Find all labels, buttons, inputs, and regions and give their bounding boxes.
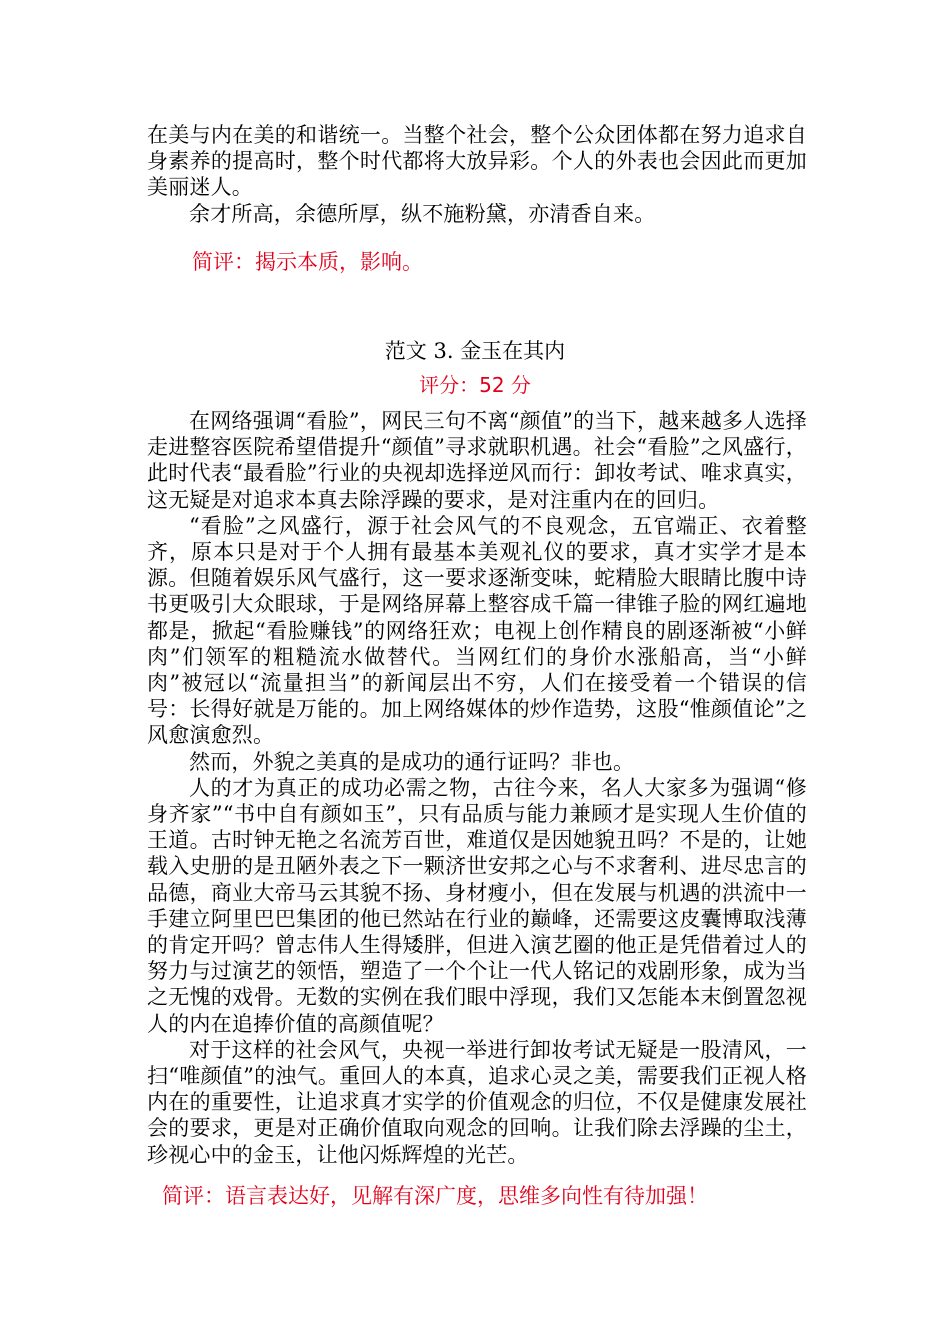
- essay-paragraph-2: “看脸”之风盛行，源于社会风气的不良观念，五官端正、衣着整齐，原本只是对于个人拥有最基本美观礼仪的要求，真才实学才是本源。但随着娱乐风气盛行，这一要求逐渐变味，蛇精脸大眼睛比腹中诗书更吸引大众眼球，于是网络屏幕上整容成千篇一律锥子脸的网红遍地都是，掀起“看脸赚钱”的网络狂欢；电视上创作精良的剧逐渐被“小鲜肉”们领军的粗糙流水做替代。当网红们的身价水涨船高，当“小鲜肉”被冠以“流量担当”的新闻层出不穷，人们在接受着一个错误的信号：长得好就是万能的。加上网络媒体的炒作造势，这股“惟颜值论”之风愈演愈烈。: [147, 513, 807, 748]
- closing-line: 余才所高，余德所厚，纵不施粉黛，亦清香自来。: [189, 201, 656, 226]
- essay-title: 范文 3. 金玉在其内: [384, 339, 566, 363]
- essay-paragraph-3: 然而，外貌之美真的是成功的通行证吗？非也。: [189, 749, 635, 774]
- essay-score: 评分：52 分: [419, 373, 531, 397]
- essay-comment: 简评：语言表达好，见解有深广度，思维多向性有待加强！: [162, 1184, 708, 1208]
- previous-essay-ending: [147, 122, 807, 227]
- essay-paragraph-5: 对于这样的社会风气，央视一举进行卸妆考试无疑是一股清风，一扫“唯颜值”的浊气。重回人的本真，追求心灵之美，需要我们正视人格内在的重要性，让追求真才实学的价值观念的归位，不仅是健康发展社会的要求，更是对正确价值取向观念的回响。让我们除去浮躁的尘土，珍视心中的金玉，让他闪烁辉煌的光芒。: [147, 1037, 807, 1167]
- essay-paragraph-1: 在网络强调“看脸”，网民三句不离“颜值”的当下，越来越多人选择走进整容医院希望借提升“颜值”寻求就职机遇。社会“看脸”之风盛行，此时代表“最看脸”行业的央视却选择逆风而行：卸妆考试、唯求真实，这无疑是对追求本真去除浮躁的要求，是对注重内在的回归。: [147, 409, 807, 512]
- paragraph-continuation: 在美与内在美的和谐统一。当整个社会，整个公众团体都在努力追求自身素养的提高时，整个时代都将大放异彩。个人的外表也会因此而更加美丽迷人。: [147, 123, 807, 200]
- previous-essay-comment: 简评：揭示本质，影响。: [192, 250, 423, 274]
- essay-body: [147, 408, 807, 1168]
- essay-paragraph-4: 人的才为真正的成功必需之物，古往今来，名人大家多为强调“修身齐家”“书中自有颜如玉”，只有品质与能力兼顾才是实现人生价值的王道。古时钟无艳之名流芳百世，难道仅是因她貌丑吗？不是的，让她载入史册的是丑陋外表之下一颗济世安邦之心与不求奢利、进尽忠言的品德，商业大帝马云其貌不扬、身材瘦小，但在发展与机遇的洪流中一手建立阿里巴巴集团的他已然站在行业的巅峰，还需要这皮囊博取浅薄的肯定开吗？曾志伟人生得矮胖，但进入演艺圈的他正是凭借着过人的努力与过演艺的领悟，塑造了一个个让一代人铭记的戏剧形象，成为当之无愧的戏骨。无数的实例在我们眼中浮现，我们又怎能本末倒置忽视人的内在追捧价值的高颜值呢？: [147, 775, 807, 1036]
